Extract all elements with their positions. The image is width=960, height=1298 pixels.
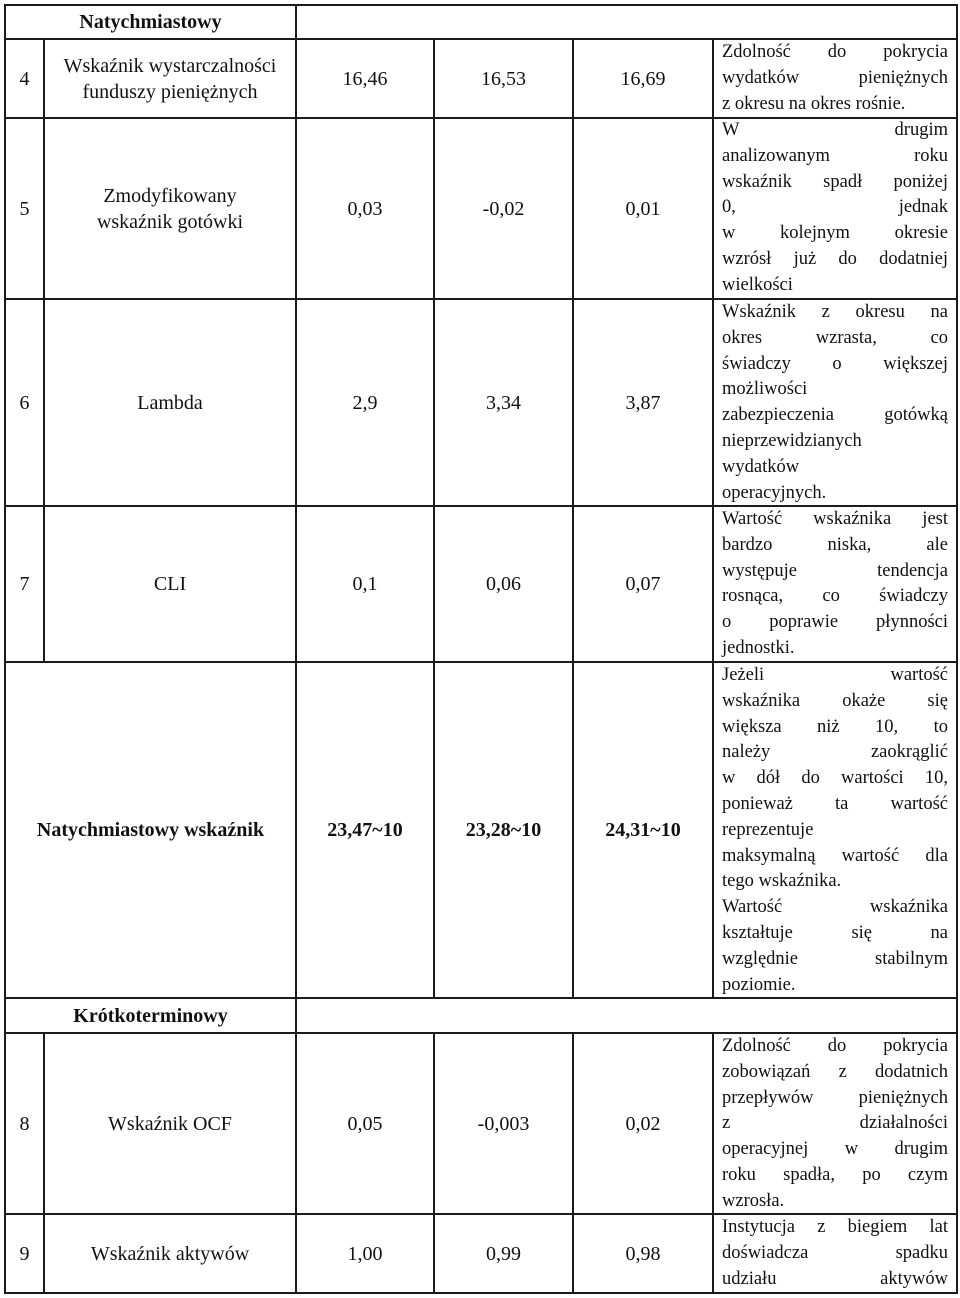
value-year-2: 3,34	[486, 391, 521, 414]
row-number: 9	[19, 1242, 30, 1265]
value-year-3: 3,87	[625, 391, 661, 414]
value-year-1: 1,00	[347, 1242, 383, 1265]
indicator-name: Lambda	[137, 391, 203, 414]
value-year-1: 0,1	[352, 573, 378, 595]
row-number: 6	[19, 391, 30, 414]
summary-value-year-2: 23,28~10	[465, 819, 542, 841]
row-number: 4	[19, 67, 30, 90]
indicator-name-text: Zmodyfikowany wskaźnik gotówki	[96, 184, 244, 233]
value-year-1: 0,05	[347, 1112, 383, 1135]
indicator-name	[45, 119, 295, 298]
indicator-name: Wskaźnik OCF	[108, 1112, 232, 1135]
value-year-1: 0,03	[347, 197, 383, 220]
value-year-2: -0,003	[477, 1112, 530, 1135]
row-number: 5	[19, 197, 30, 220]
indicator-description: Zdolność do pokrycia wydatków pieniężnych z okresu na okres rośnie.	[722, 42, 948, 114]
value-year-3: 16,69	[620, 67, 666, 90]
section-header-immediate: Natychmiastowy	[79, 11, 222, 33]
summary-name: Natychmiastowy wskaźnik	[36, 819, 265, 841]
table-border-right	[956, 4, 958, 1294]
value-year-3: 0,07	[625, 573, 661, 595]
section-header-short-term: Krótkoterminowy	[73, 1004, 228, 1027]
value-year-1: 16,46	[342, 67, 388, 90]
indicator-description: Zdolność do pokrycia zobowiązań z dodatnich przepływów pieniężnych z działalności operacyjnej w drugim roku spadła, po czym wzrosła.	[722, 1036, 948, 1211]
value-year-2: 16,53	[481, 67, 526, 90]
row-number: 8	[19, 1112, 30, 1135]
indicator-description: Wskaźnik z okresu na okres wzrasta, co świadczy o większej możliwości zabezpieczenia gotówką nieprzewidzianych wydatków operacyjnych.	[722, 302, 948, 503]
indicator-name: Wskaźnik aktywów	[90, 1242, 250, 1265]
row-number: 7	[19, 573, 30, 595]
value-year-2: 0,06	[486, 573, 521, 595]
value-year-3: 0,01	[625, 197, 661, 220]
value-year-1: 2,9	[352, 391, 378, 414]
value-year-2: -0,02	[482, 197, 525, 220]
indicator-description: Instytucja z biegiem lat doświadcza spadku udziału aktywów	[722, 1217, 948, 1289]
indicator-name: Wskaźnik wystarczalności funduszy pieniężnych	[63, 54, 277, 103]
value-year-3: 0,02	[625, 1112, 661, 1135]
indicator-name: CLI	[153, 573, 187, 595]
indicator-description: W drugim analizowanym roku wskaźnik spadł poniżej 0, jednak w kolejnym okresie wzrósł już do dodatniej wielkości	[722, 120, 948, 295]
indicator-description: Wartość wskaźnika jest bardzo niska, ale występuje tendencja rosnąca, co świadczy o poprawie płynności jednostki.	[722, 509, 948, 658]
summary-value-year-1: 23,47~10	[327, 819, 403, 841]
summary-description: Jeżeli wartość wskaźnika okaże się większa niż 10, to należy zaokrąglić w dół do wartości 10, ponieważ ta wartość reprezentuje maksymalną wartość dla tego wskaźnika. Wartość wskaźnika kształtuje się na względnie stabilnym poziomie.	[722, 665, 948, 995]
value-year-3: 0,98	[625, 1242, 661, 1265]
summary-value-year-3: 24,31~10	[605, 819, 681, 841]
value-year-2: 0,99	[486, 1242, 521, 1265]
